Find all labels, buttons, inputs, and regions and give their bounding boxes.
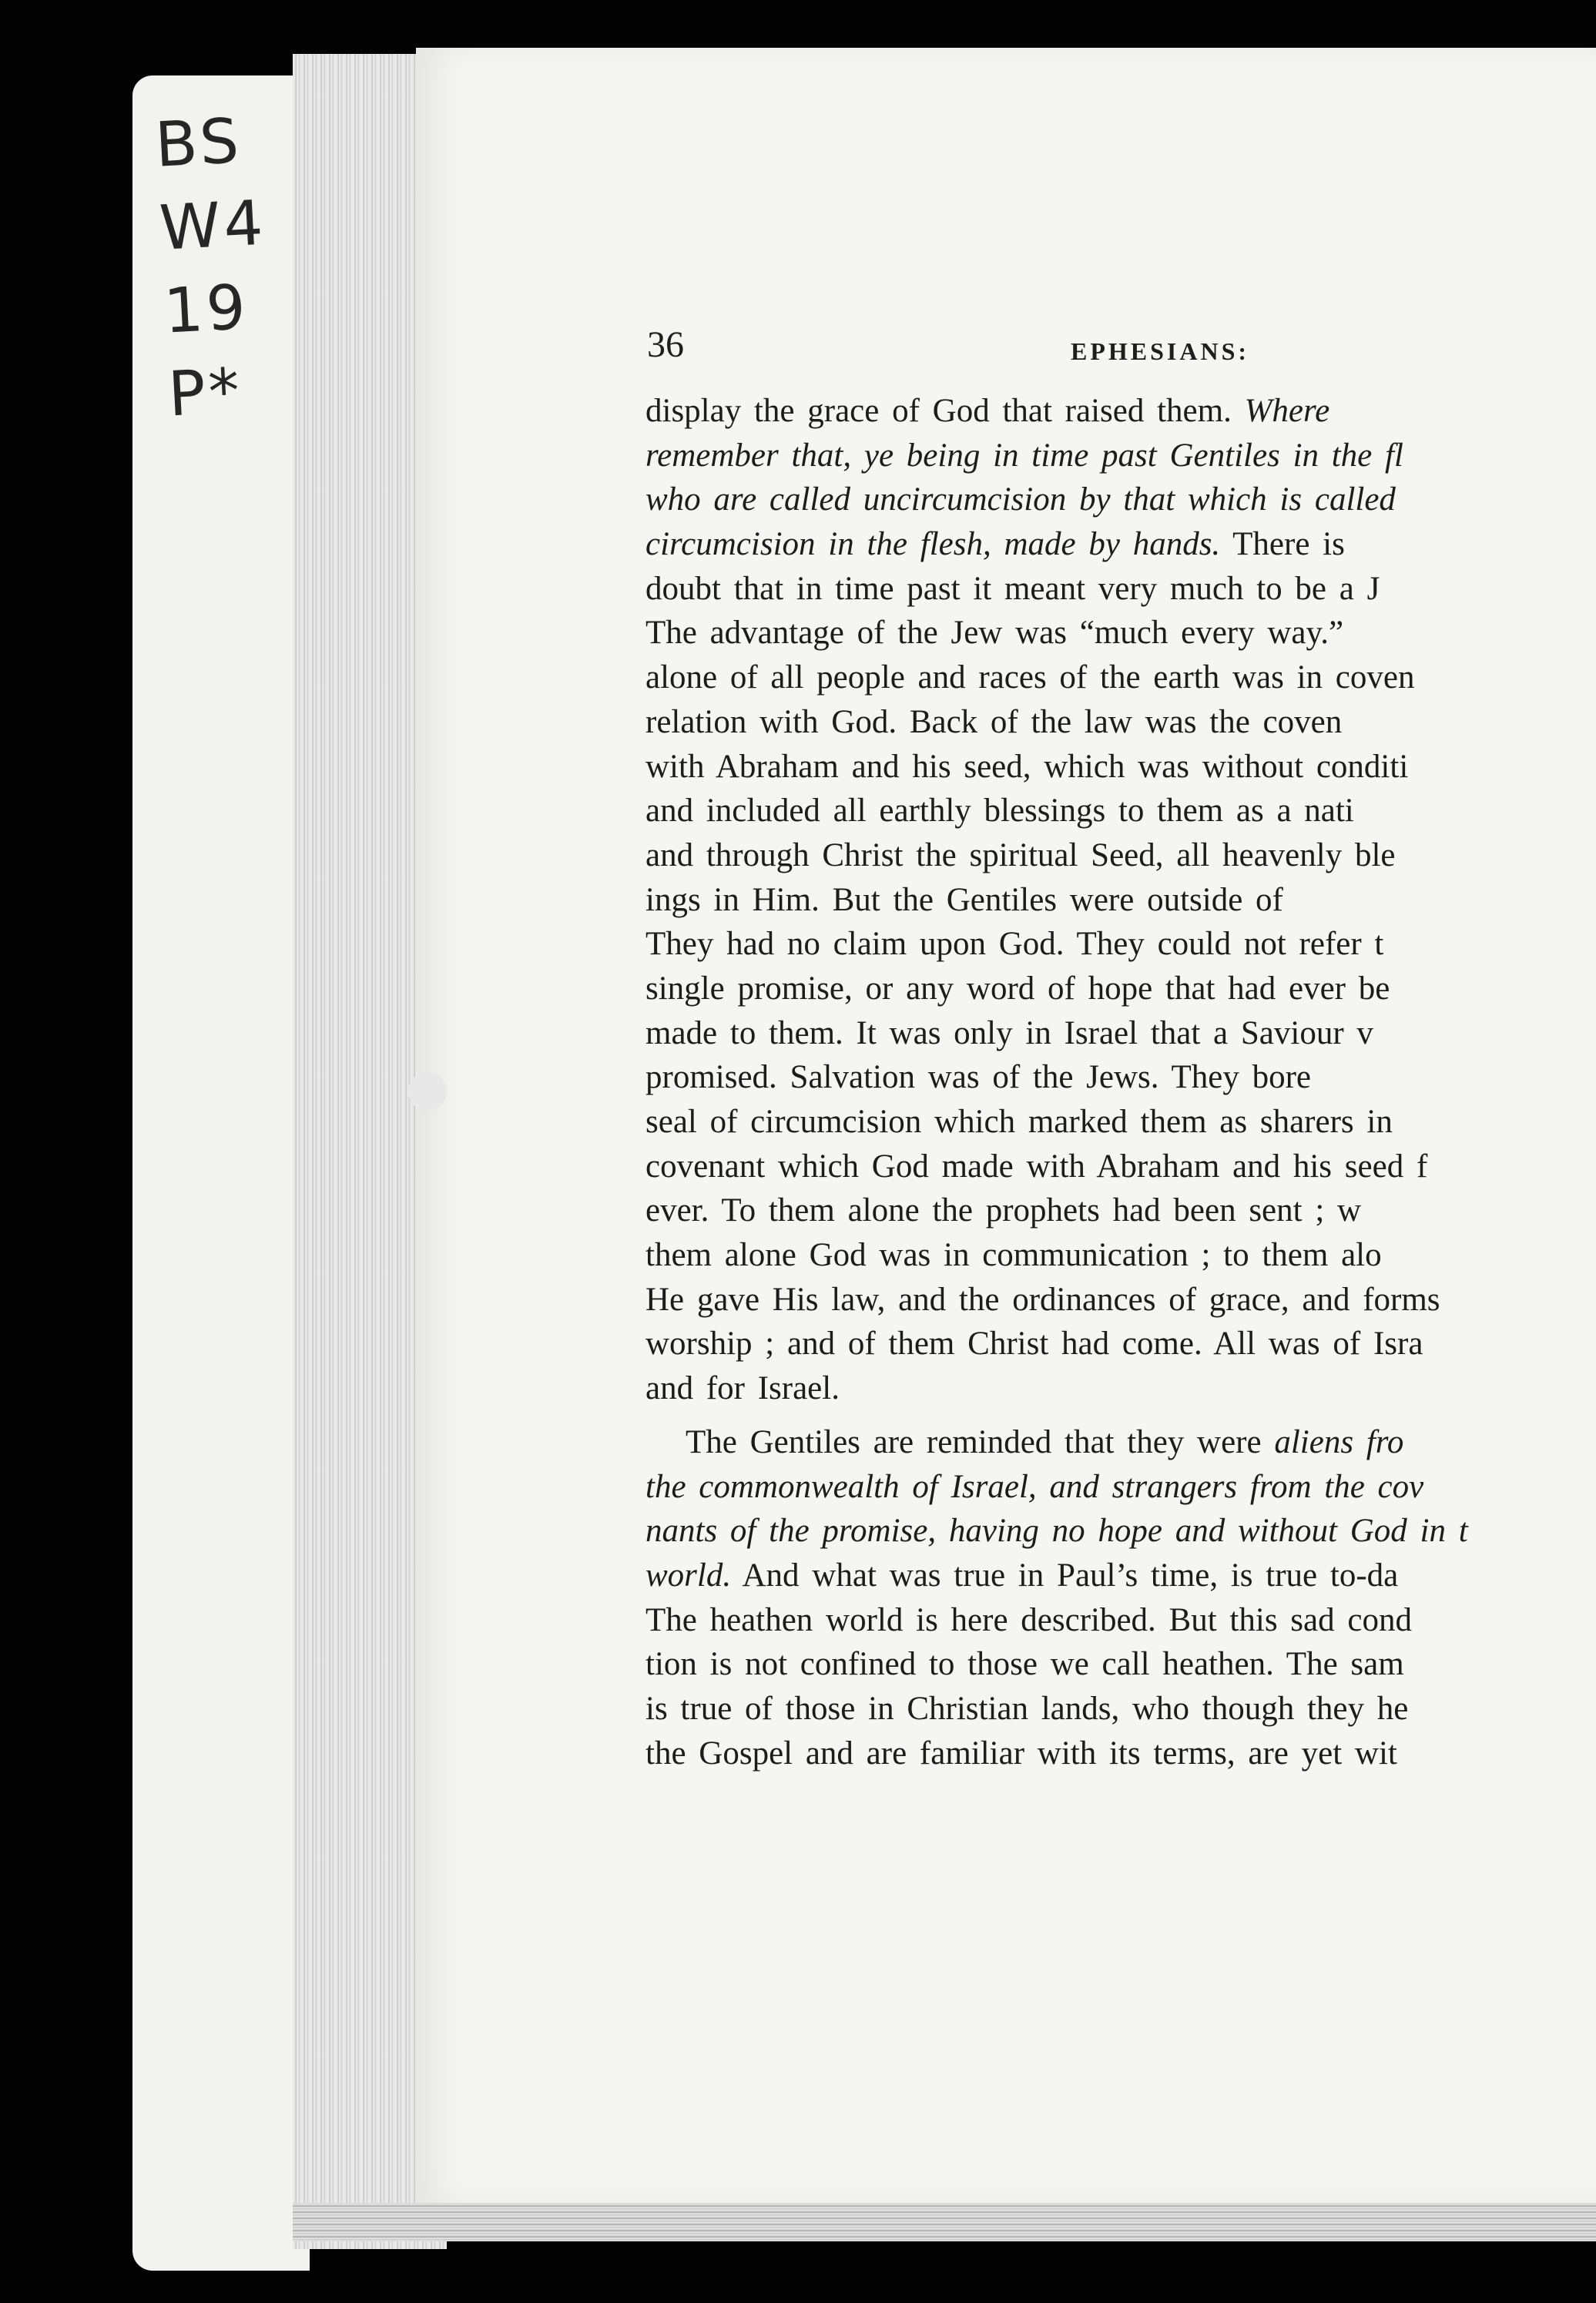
text-run: ings in Him. But the Gentiles were outside of [645, 881, 1283, 918]
paragraph-gap [645, 1411, 1596, 1420]
text-line [645, 745, 1596, 789]
text-line [645, 1598, 1596, 1643]
italic-text-run: circumcision in the flesh, made by hands. [645, 526, 1221, 563]
page-header [647, 323, 1596, 393]
italic-text-run: the commonwealth of Israel, and strangers from the cov [645, 1468, 1424, 1505]
text-run: He gave His law, and the ordinances of grace, and forms [645, 1281, 1440, 1318]
call-number-line: BS [153, 105, 244, 181]
call-number-line: P* [166, 354, 245, 431]
italic-text-run: world. [645, 1557, 732, 1594]
text-line [645, 878, 1596, 923]
text-line [645, 1278, 1596, 1322]
italic-text-run: remember that, ye being in time past Gentiles in the fl [645, 437, 1403, 474]
text-line [645, 1687, 1596, 1731]
text-run: promised. Salvation was of the Jews. They bore [645, 1059, 1312, 1096]
text-run: The heathen world is here described. But this sad cond [645, 1601, 1412, 1638]
running-head: EPHESIANS: [1071, 337, 1250, 365]
text-line [645, 1420, 1596, 1465]
text-run: them alone God was in communication ; to them alo [645, 1237, 1382, 1274]
call-number-line: 19 [162, 270, 251, 347]
italic-text-run: Where [1244, 393, 1330, 429]
italic-text-run: nants of the promise, having no hope and without God in t [645, 1513, 1468, 1550]
text-run: display the gra [645, 393, 850, 429]
text-run: worship ; and of them Christ had come. All was of Isra [645, 1326, 1423, 1363]
text-line [645, 1055, 1596, 1100]
text-line [645, 1011, 1596, 1056]
text-run: and included all earthly blessings to them as a nati [645, 793, 1354, 830]
text-run: The Gentiles are reminded that they were [686, 1423, 1275, 1460]
text-line [645, 700, 1596, 745]
italic-text-run: who are called uncircumcision by that which is called [645, 481, 1396, 518]
text-line [645, 1100, 1596, 1145]
text-run: They had no claim upon God. They could not refer t [645, 926, 1384, 963]
text-line [645, 1322, 1596, 1366]
text-run: doubt that in time past it meant very much to be a J [645, 570, 1380, 607]
page-blemish [408, 1072, 447, 1111]
text-line [645, 967, 1596, 1011]
text-line [645, 922, 1596, 967]
text-run: the Gospel and are familiar with its terms, are yet wit [645, 1735, 1397, 1772]
text-line [645, 478, 1596, 522]
text-run: made to them. It was only in Israel that a Saviour v [645, 1014, 1373, 1051]
text-run: seal of circumcision which marked them as sharers in [645, 1104, 1393, 1140]
page-number: 36 [647, 324, 684, 365]
text-line [645, 833, 1596, 878]
text-run: with Abraham and his seed, which was without conditi [645, 748, 1409, 785]
text-run: c [850, 393, 865, 429]
text-line [645, 389, 1596, 434]
text-run: ever. To them alone the prophets had been sent ; w [645, 1192, 1362, 1229]
text-line [645, 789, 1596, 833]
book-page-stack-bottom [293, 2203, 1596, 2241]
text-line [645, 567, 1596, 612]
text-line [645, 1188, 1596, 1233]
text-run: single promise, or any word of hope that had ever be [645, 970, 1390, 1007]
call-number-line: W4 [157, 186, 268, 264]
text-run: alone of all people and races of the earth was in coven [645, 659, 1415, 696]
text-line [645, 1233, 1596, 1278]
handwritten-call-number [153, 97, 309, 437]
text-run: and for Israel. [645, 1370, 840, 1407]
text-line [645, 1465, 1596, 1510]
text-line [645, 1509, 1596, 1554]
text-run: tion is not confined to those we call heathen. The sam [645, 1646, 1404, 1683]
text-line [645, 1554, 1596, 1598]
text-run: covenant which God made with Abraham and his seed f [645, 1148, 1428, 1185]
text-run: and through Christ the spiritual Seed, all heavenly ble [645, 836, 1396, 873]
text-line [645, 522, 1596, 567]
text-line [645, 655, 1596, 700]
text-run: e of God that raised them. [864, 393, 1245, 429]
text-run: And what was true in Paul’s time, is true to-da [731, 1557, 1399, 1594]
text-line [645, 1731, 1596, 1776]
text-run: There is [1220, 526, 1345, 563]
text-line [645, 611, 1596, 655]
body-text [645, 389, 1596, 1775]
text-line [645, 434, 1596, 478]
text-run: The advantage of the Jew was “much every way.” [645, 615, 1344, 652]
text-run: is true of those in Christian lands, who though they he [645, 1690, 1409, 1727]
italic-text-run: aliens fro [1274, 1423, 1404, 1460]
text-run: relation with God. Back of the law was the coven [645, 703, 1343, 740]
text-line [645, 1366, 1596, 1411]
text-line [645, 1145, 1596, 1189]
text-line [645, 1642, 1596, 1687]
